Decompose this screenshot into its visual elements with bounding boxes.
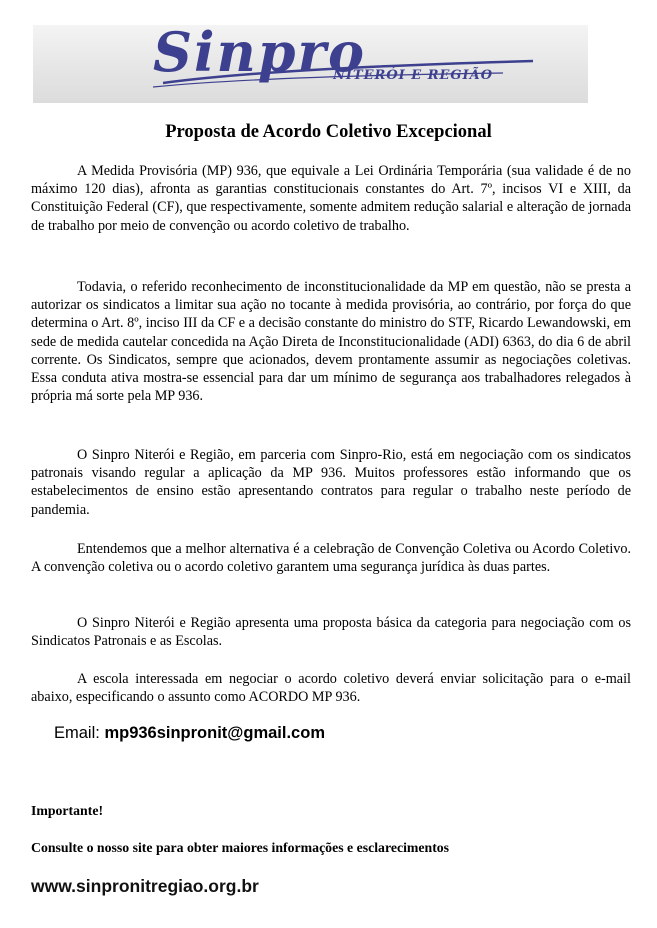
email-line	[54, 724, 325, 743]
logo-subtitle: NITERÓI E REGIÃO	[333, 68, 494, 83]
paragraph-4: Entendemos que a melhor alternativa é a celebração de Convenção Coletiva ou Acordo Coletivo. A convenção coletiva ou o acordo coletivo garantem uma segurança jurídica às duas partes.	[31, 541, 631, 576]
email-label: Email:	[54, 724, 100, 742]
sinpro-logo	[33, 25, 588, 103]
paragraph-3: O Sinpro Niterói e Região, em parceria com Sinpro-Rio, está em negociação com os sindicatos patronais visando regular a aplicação da MP 936. Muitos professores estão informando que os estabelecimentos de ensino estão apresentando contratos para regular o trabalho neste período de pandemia.	[31, 447, 631, 518]
document-title: Proposta de Acordo Coletivo Excepcional	[165, 122, 492, 142]
paragraph-1: A Medida Provisória (MP) 936, que equivale a Lei Ordinária Temporária (sua validade é de no máximo 120 dias), afronta as garantias constitucionais constantes do Art. 7º, incisos VI e XIII, da Constituição Federal (CF), que respectivamente, somente admitem redução salarial e alteração de jornada de trabalho por meio de convenção ou acordo coletivo de trabalho.	[31, 163, 631, 234]
paragraph-2: Todavia, o referido reconhecimento de inconstitucionalidade da MP em questão, não se presta a autorizar os sindicatos a limitar sua ação no tocante à medida provisória, ao contrário, por força do que determina o Art. 8º, inciso III da CF e a decisão constante do ministro do STF, Ricardo Lewandowski, em sede de medida cautelar concedida na Ação Direta de Inconstitucionalidade (ADI) 6363, do dia 6 de abril corrente. Os Sindicatos, sempre que acionados, devem prontamente assumir as negociações coletivas. Essa conduta ativa mostra-se essencial para dar um mínimo de segurança aos trabalhadores relegados à própria má sorte pela MP 936.	[31, 279, 631, 405]
paragraph-6: A escola interessada em negociar o acordo coletivo deverá enviar solicitação para o e-mail abaixo, especificando o assunto como ACORDO MP 936.	[31, 671, 631, 706]
important-heading: Importante!	[31, 803, 104, 818]
website-link[interactable]: www.sinpronitregiao.org.br	[31, 876, 259, 896]
email-address-link[interactable]: mp936sinpronit@gmail.com	[104, 724, 325, 742]
logo-wordmark: Sinpro	[153, 25, 366, 84]
paragraph-5: O Sinpro Niterói e Região apresenta uma proposta básica da categoria para negociação com os Sindicatos Patronais e as Escolas.	[31, 615, 631, 650]
consult-note: Consulte o nosso site para obter maiores informações e esclarecimentos	[31, 840, 450, 855]
